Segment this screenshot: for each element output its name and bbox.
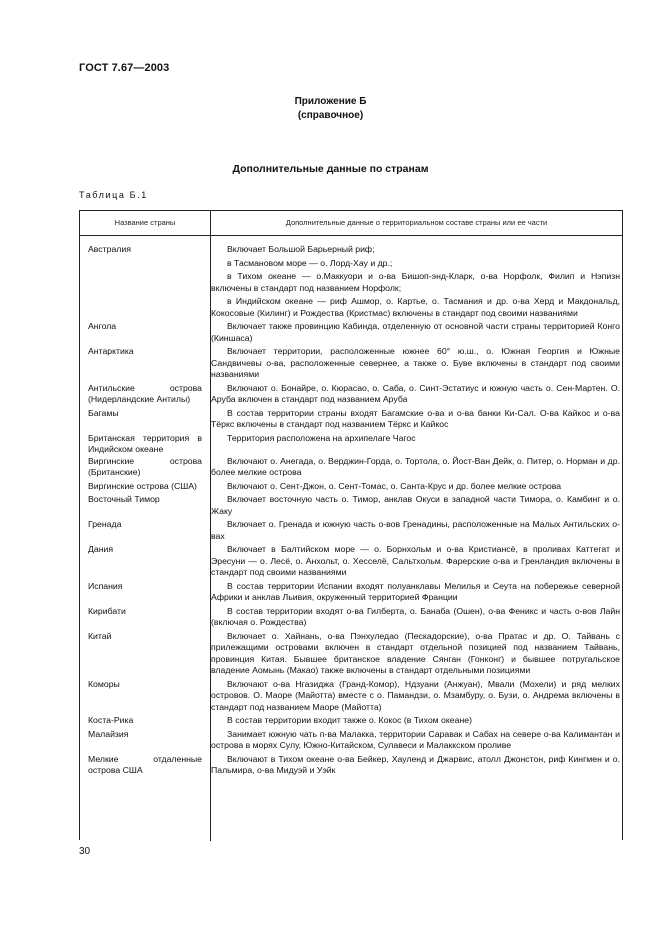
country-details [211,481,622,495]
country-details [211,679,622,716]
details-paragraph: Включают о. Сент-Джон, о. Сент-Томас, о. Санта-Крус и др. более мелкие острова [227,480,562,491]
country-name [82,679,204,716]
table-row [80,481,622,495]
country-name-text: Австралия [88,244,131,254]
country-name [82,631,204,679]
table-row [80,321,622,346]
details-paragraph: В состав территории входит также о. Кокос (в Тихом океане) [227,715,472,725]
annex-subtitle: (справочное) [297,110,364,121]
country-name-text: Восточный Тимор [88,494,160,504]
table-row [80,679,622,716]
country-details [211,244,622,321]
country-name-text: Коморы [88,678,120,689]
country-name-text: Испания [88,580,123,591]
column-header-details: Дополнительные данные о территориальном составе страны или ее части [285,218,548,227]
table-row [80,715,622,729]
annex-title: Приложение Б [294,96,367,107]
country-name [82,408,204,433]
country-name-text: Коста-Рика [88,715,134,725]
table-row [80,456,622,481]
countries-table [79,210,623,840]
country-name [82,456,204,481]
table-label: Таблица Б.1 [79,190,148,200]
document-id: ГОСТ 7.67—2003 [79,62,170,74]
country-name [82,494,204,519]
country-name [82,433,204,456]
details-paragraph: В состав территории страны входят Багамские о-ва и о-ва банки Ки-Сал. О-ва Кайкос и о-ва Тёркс включены в стандарт под названием Тёркс и Кайкос [211,407,620,429]
column-header-country: Название страны [114,218,176,227]
country-name-text: Китай [88,630,112,641]
table-row [80,606,622,631]
country-name-text: Дания [88,544,114,554]
country-details [211,494,622,519]
annex-heading [0,95,661,123]
details-paragraph: Включает также провинцию Кабинда, отделенную от основной части страны территорией Конго (Киншаса) [211,321,620,343]
details-paragraph: Включает о. Гренада и южную часть о-вов Гренадины, расположенные на Малых Антильских о-вах [211,519,620,541]
details-paragraph: Включают в Тихом океане о-ва Бейкер, Хауленд и Джарвис, атолл Джонстон, риф Кингмен и о. Пальмира, о-ва Мидуэй и Уэйк [211,753,620,775]
country-details [211,456,622,481]
country-name [82,383,204,408]
details-paragraph: Включает восточную часть о. Тимор, анклав Окуси в западной части Тимора, о. Камбинг и о. Жаку [211,494,620,516]
country-name [82,729,204,754]
country-name-text: Виргинские острова (Британские) [88,455,202,477]
table-row [80,244,622,321]
country-name-text: Британская территория в Индийском океане [88,432,202,454]
details-paragraph: Включает Большой Барьерный риф; [227,244,375,254]
table-body [80,244,622,779]
details-paragraph: В состав территории входят о-ва Гилберта, о. Банаба (Ошен), о-ва Феникс и часть о-вов Лайн (включая о. Рождества) [211,605,620,627]
country-name-text: Малайзия [88,728,129,739]
country-name-text: Багамы [88,407,119,418]
details-paragraph: Включает о. Хайнань, о-ва Пэнхуледао (Пескадорские), о-ва Пратас и др. О. Тайвань с прилежащими островами включен в стандарт отдельной позицией под названием Тайвань, провинция Китая. Бывшее британское владение Сянган (Гонконг) и бывшее потругальское владение Аомынь (Макао) также включены в стандарт отдельными позициями [211,630,620,675]
country-details [211,754,622,779]
country-name [82,321,204,346]
country-details [211,433,622,456]
details-paragraph: в Тасмановом море — о. Лорд-Хау и др.; [227,257,393,268]
country-name-text: Ангола [88,321,117,331]
table-row [80,494,622,519]
table-row [80,754,622,779]
details-paragraph: в Индийском океане — риф Ашмор, о. Картье, о. Тасмания и др. о-ва Херд и Макдональд, Кокосовые (Килинг) и Рождества (Кристмас) включены в стандарт под своими названиями [211,296,620,318]
country-details [211,408,622,433]
table-row [80,433,622,456]
details-paragraph: Включают о. Бонайре, о. Кюрасао, о. Саба, о. Синт-Эстатиус и южную часть о. Сен-Мартен. О. Аруба включен в стандарт под названием Аруба [211,382,620,404]
country-details [211,346,622,383]
country-details [211,715,622,729]
details-paragraph: в Тихом океане — о.Маккуори и о-ва Бишоп-энд-Кларк, о-ва Норфолк, Филип и Нэпизн включены в стандарт под названием Норфолк; [211,271,620,293]
country-name-text: Антильские острова (Нидерландские Антилы) [88,382,202,404]
table-row [80,729,622,754]
page-number: 30 [79,846,91,857]
table-row [80,383,622,408]
country-details [211,544,622,581]
country-name [82,519,204,544]
section-title: Дополнительные данные по странам [232,163,429,175]
country-details [211,729,622,754]
country-name [82,606,204,631]
table-header [80,211,622,236]
country-name [82,481,204,495]
country-name [82,544,204,581]
country-name [82,346,204,383]
country-details [211,631,622,679]
country-details [211,581,622,606]
details-paragraph: Включает в Балтийском море — о. Борнхольм и о-ва Кристиансё, в проливах Каттегат и Эресуни — о. Лесё, о. Анхольт, о. Хесселё, Сальтхольм. Фарерские о-ва и Гренландия включены в стандарт под своими названиями [211,544,620,577]
table-row [80,631,622,679]
country-name-text: Кирибати [88,605,126,616]
country-name [82,244,204,321]
country-name-text: Антарктика [88,346,134,356]
details-paragraph: Территория расположена на архипелаге Чагос [227,432,416,443]
country-name [82,581,204,606]
country-name-text: Мелкие отдаленные острова США [88,753,202,775]
details-paragraph: В состав территории Испании входят полуанклавы Мелилья и Сеута на побережье северной Африки и анклав Льивия, окруженный территорией Франции [211,580,620,602]
country-details [211,383,622,408]
table-row [80,408,622,433]
country-name-text: Виргинские острова (США) [88,480,197,491]
country-details [211,519,622,544]
country-name [82,754,204,779]
table-row [80,519,622,544]
table-row [80,544,622,581]
table-row [80,346,622,383]
details-paragraph: Включают о-ва Нгазиджа (Гранд-Комор), Ндзуани (Анжуан), Мвали (Мохели) и ряд мелких островов. О. Маоре (Майотта) вместе с о. Памандзи, о. Мзамбуру, о. Бузи, о. Андрема включены в стандарт под названием Маоре (Майотта) [211,678,620,712]
table-row [80,581,622,606]
country-name [82,715,204,729]
details-paragraph: Включают о. Анегада, о. Верджин-Горда, о. Тортола, о. Йост-Ван Дейк, о. Питер, о. Норман и др. более мелкие острова [211,455,620,477]
details-paragraph: Занимает южную чать п-ва Малакка, территории Саравак и Сабах на севере о-ва Калимантан и острова в морях Сулу, Южно-Китайском, Сулавеси и Малаккском проливе [211,728,620,750]
country-details [211,321,622,346]
country-name-text: Гренада [88,519,122,529]
country-details [211,606,622,631]
details-paragraph: Включает территории, расположенные южнее 60° ю.ш., о. Южная Георгия и Южные Сандвичевы о-ва, расположенные севернее, а также о. Буве включены в стандарт под своими названиями [211,346,620,379]
